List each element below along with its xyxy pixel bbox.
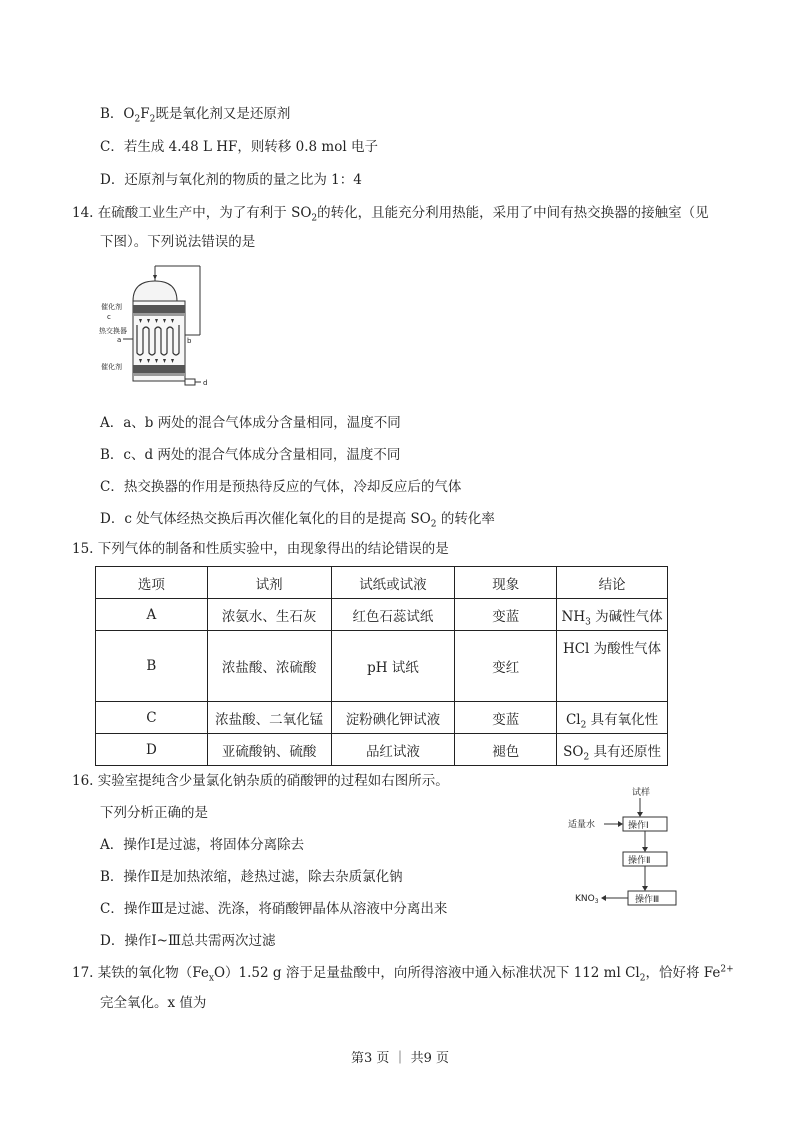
contact-chamber-diagram xyxy=(99,263,215,395)
flow-op3: 操作Ⅲ xyxy=(635,895,660,905)
q13-option-d: D．还原剂与氧化剂的物质的量之比为 1：4 xyxy=(100,172,362,188)
label-d: d xyxy=(203,379,208,387)
header-conclusion: 结论 xyxy=(557,567,668,599)
q14-option-d: D．c 处气体经热交换后再次催化氧化的目的是提高 $SO_2$ 的转化率 xyxy=(100,511,495,530)
page-footer: 第3 页 ｜ 共9 页 xyxy=(350,1051,450,1066)
table-row: C 浓盐酸、二氧化锰 淀粉碘化钾试液 变蓝 $Cl_2$ 具有氧化性 xyxy=(96,702,668,734)
flow-product: $KNO_3$ xyxy=(575,894,599,905)
table-row: D 亚硫酸钠、硫酸 品红试液 褪色 $SO_2$ 具有还原性 xyxy=(96,734,668,766)
q14-option-b: B．c、d 两处的混合气体成分含量相同，温度不同 xyxy=(100,447,401,463)
q16-option-b: B．操作Ⅱ是加热浓缩，趁热过滤，除去杂质氯化钠 xyxy=(100,869,403,885)
header-phenomenon: 现象 xyxy=(455,567,557,599)
q13-option-b: B．$O_2F_2$既是氧化剂又是还原剂 xyxy=(100,106,291,125)
header-paper: 试纸或试液 xyxy=(331,567,455,599)
q14-option-c: C．热交换器的作用是预热待反应的气体，冷却反应后的气体 xyxy=(100,479,462,495)
q14-stem: 14. 在硫酸工业生产中，为了有利于 $SO_2$的转化，且能充分利用热能，采用了中间有热交换器的接触室（见 xyxy=(72,205,709,224)
header-reagent: 试剂 xyxy=(207,567,331,599)
purification-flowchart xyxy=(560,783,710,915)
flow-water: 适量水 xyxy=(568,820,596,830)
q16-option-d: D．操作Ⅰ~Ⅲ总共需两次过滤 xyxy=(100,933,276,949)
q16-stem-line2: 下列分析正确的是 xyxy=(100,805,208,821)
table-header-row xyxy=(96,567,668,599)
conclusion-cell: $SO_2$ 具有还原性 xyxy=(557,734,668,766)
conclusion-cell: HCl 为酸性气体 xyxy=(557,631,668,702)
flow-op1: 操作Ⅰ xyxy=(628,821,649,831)
q17-stem: 17. 某铁的氧化物$(Fe_xO)1.52$ g 溶于足量盐酸中，向所得溶液中通入标准状况下 112 ml $Cl_2$，恰好将 $Fe^{2+}$ xyxy=(72,964,734,984)
q16-stem: 16. 实验室提纯含少量氯化钠杂质的硝酸钾的过程如右图所示。 xyxy=(72,773,449,789)
q16-option-a: A．操作Ⅰ是过滤，将固体分离除去 xyxy=(100,837,305,853)
q16-option-c: C．操作Ⅲ是过滤、洗涤，将硝酸钾晶体从溶液中分离出来 xyxy=(100,901,448,917)
conclusion-cell: $Cl_2$ 具有氧化性 xyxy=(557,702,668,734)
q17-stem-line2: 完全氧化。x 值为 xyxy=(100,995,207,1011)
conclusion-cell: $NH_3$ 为碱性气体 xyxy=(557,599,668,631)
label-catalyst-top: 催化剂 xyxy=(101,303,122,311)
q13-option-c: C．若生成 4.48 L HF，则转移 0.8 mol 电子 xyxy=(100,139,378,155)
table-row: A 浓氨水、生石灰 红色石蕊试纸 变蓝 $NH_3$ 为碱性气体 xyxy=(96,599,668,631)
q14-stem-line2: 下图）。下列说法错误的是 xyxy=(100,234,256,250)
label-heat-exchanger: 热交换器 xyxy=(99,327,127,335)
table-row: B 浓盐酸、浓硫酸 pH 试纸 变红 HCl 为酸性气体 xyxy=(96,631,668,702)
flow-sample: 试样 xyxy=(632,788,651,798)
q14-option-a: A．a、b 两处的混合气体成分含量相同，温度不同 xyxy=(100,415,401,431)
flow-op2: 操作Ⅱ xyxy=(628,856,651,866)
label-a: a xyxy=(117,336,122,344)
label-c: c xyxy=(107,313,111,321)
q15-table xyxy=(95,566,668,766)
label-catalyst-bottom: 催化剂 xyxy=(101,363,122,371)
q15-stem: 15. 下列气体的制备和性质实验中，由现象得出的结论错误的是 xyxy=(72,541,449,557)
header-option: 选项 xyxy=(96,567,208,599)
label-b: b xyxy=(187,337,192,345)
